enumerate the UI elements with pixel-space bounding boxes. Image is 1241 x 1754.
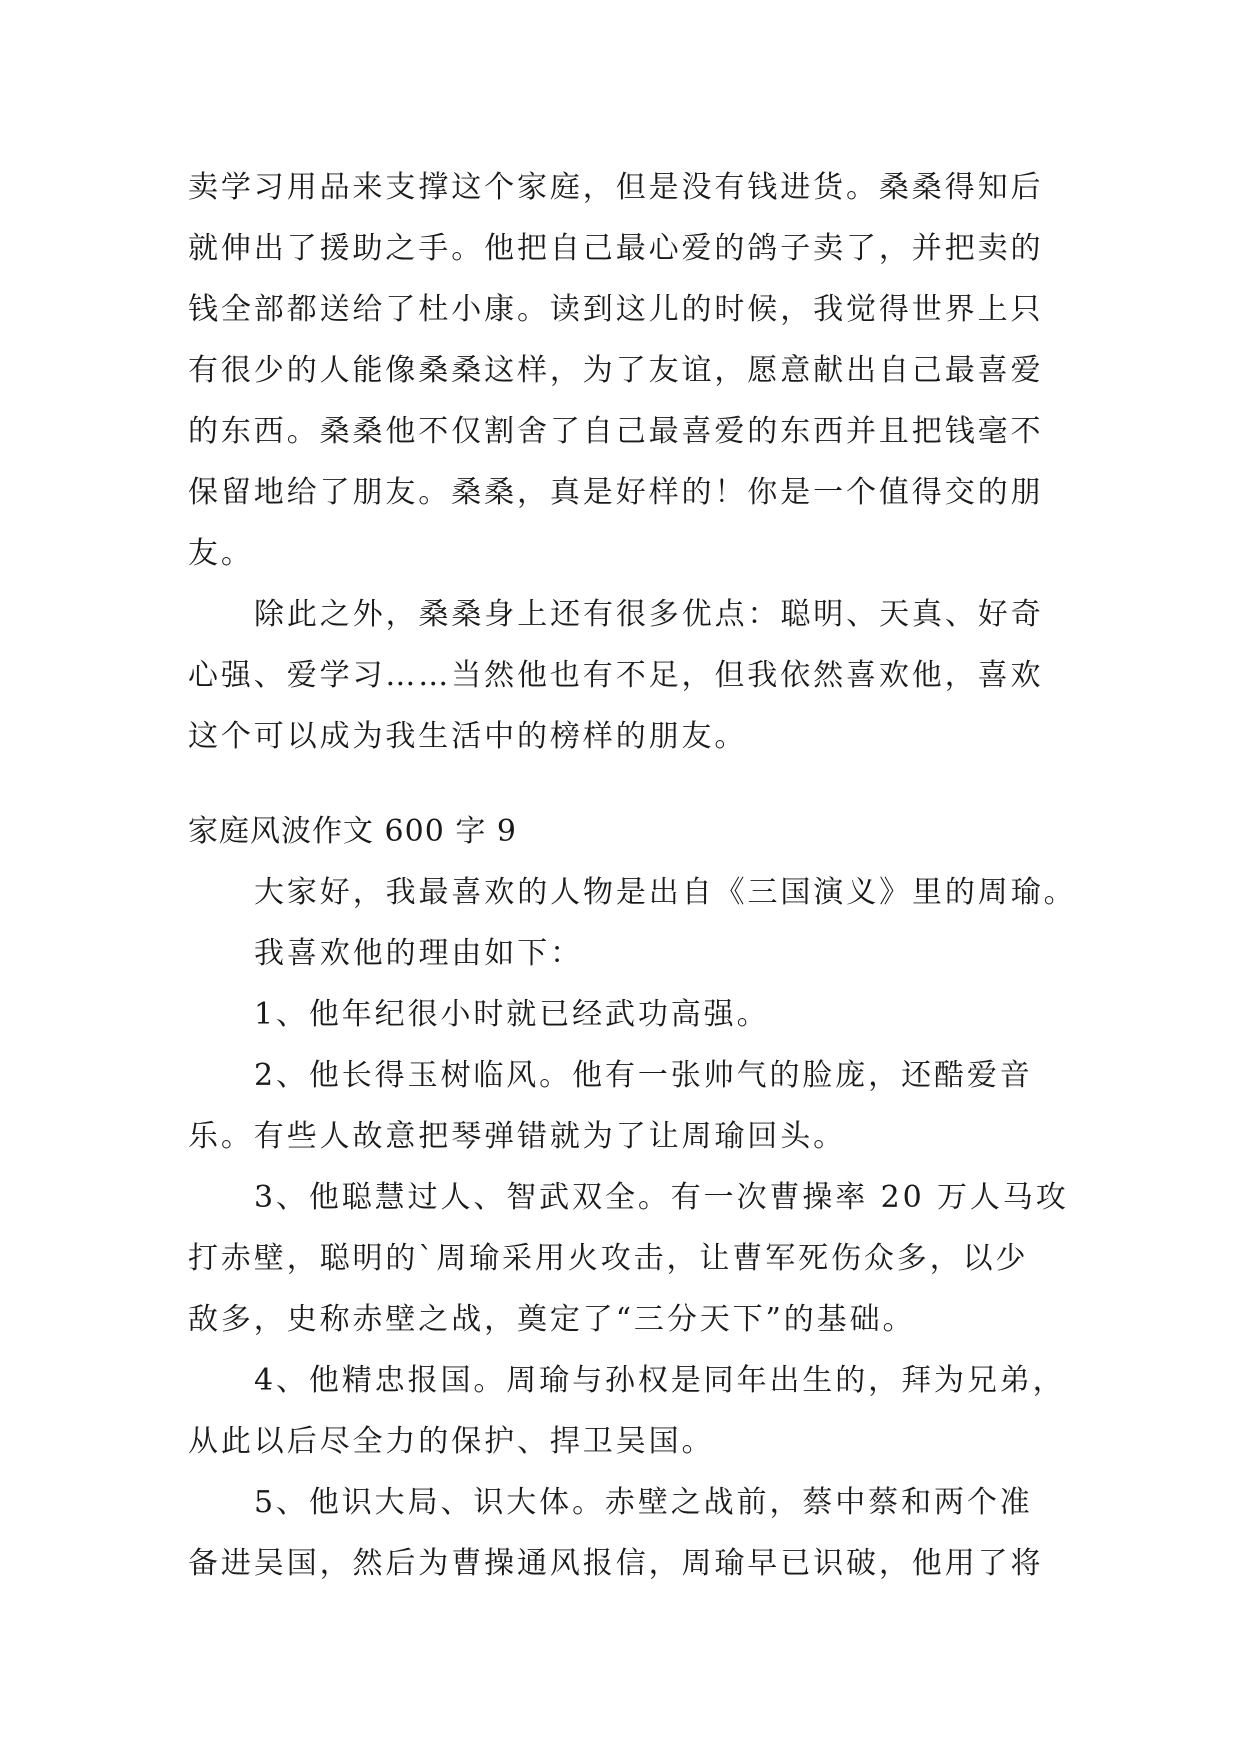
- paragraph-line: 从此以后尽全力的保护、捍卫吴国。: [188, 1424, 715, 1459]
- paragraph-line: 5、他识大局、识大体。赤壁之战前，蔡中蔡和两个准: [254, 1485, 1033, 1520]
- paragraph-line: 就伸出了援助之手。他把自己最心爱的鸽子卖了，并把卖的: [188, 231, 1044, 266]
- paragraph-line: 的东西。桑桑他不仅割舍了自己最喜爱的东西并且把钱毫不: [188, 414, 1044, 449]
- paragraph-line: 除此之外，桑桑身上还有很多优点：聪明、天真、好奇: [254, 597, 1044, 632]
- section-heading: 家庭风波作文 600 字 9: [188, 814, 517, 849]
- paragraph-line: 有很少的人能像桑桑这样，为了友谊，愿意献出自己最喜爱: [188, 353, 1044, 388]
- paragraph-line: 乐。有些人故意把琴弹错就为了让周瑜回头。: [188, 1119, 846, 1154]
- paragraph-line: 备进吴国，然后为曹操通风报信，周瑜早已识破，他用了将: [188, 1546, 1044, 1581]
- paragraph-line: 我喜欢他的理由如下：: [254, 936, 583, 971]
- paragraph-line: 心强、爱学习……当然他也有不足，但我依然喜欢他，喜欢: [188, 658, 1044, 693]
- paragraph-line: 3、他聪慧过人、智武双全。有一次曹操率 20 万人马攻: [254, 1180, 1069, 1215]
- paragraph-line: 1、他年纪很小时就已经武功高强。: [254, 997, 770, 1032]
- paragraph-line: 保留地给了朋友。桑桑，真是好样的！你是一个值得交的朋: [188, 475, 1044, 510]
- paragraph-line: 卖学习用品来支撑这个家庭，但是没有钱进货。桑桑得知后: [188, 170, 1044, 205]
- paragraph-line: 敌多，史称赤壁之战，奠定了“三分天下”的基础。: [188, 1302, 916, 1337]
- paragraph-line: 这个可以成为我生活中的榜样的朋友。: [188, 719, 748, 754]
- paragraph-line: 钱全部都送给了杜小康。读到这儿的时候，我觉得世界上只: [188, 292, 1044, 327]
- paragraph-line: 2、他长得玉树临风。他有一张帅气的脸庞，还酷爱音: [254, 1058, 1033, 1093]
- paragraph-line: 打赤壁，聪明的`周瑜采用火攻击，让曹军死伤众多，以少: [188, 1241, 1029, 1276]
- paragraph-line: 友。: [188, 536, 254, 571]
- paragraph-line: 4、他精忠报国。周瑜与孙权是同年出生的，拜为兄弟，: [254, 1363, 1066, 1398]
- paragraph-line: 大家好，我最喜欢的人物是出自《三国演义》里的周瑜。: [254, 875, 1077, 910]
